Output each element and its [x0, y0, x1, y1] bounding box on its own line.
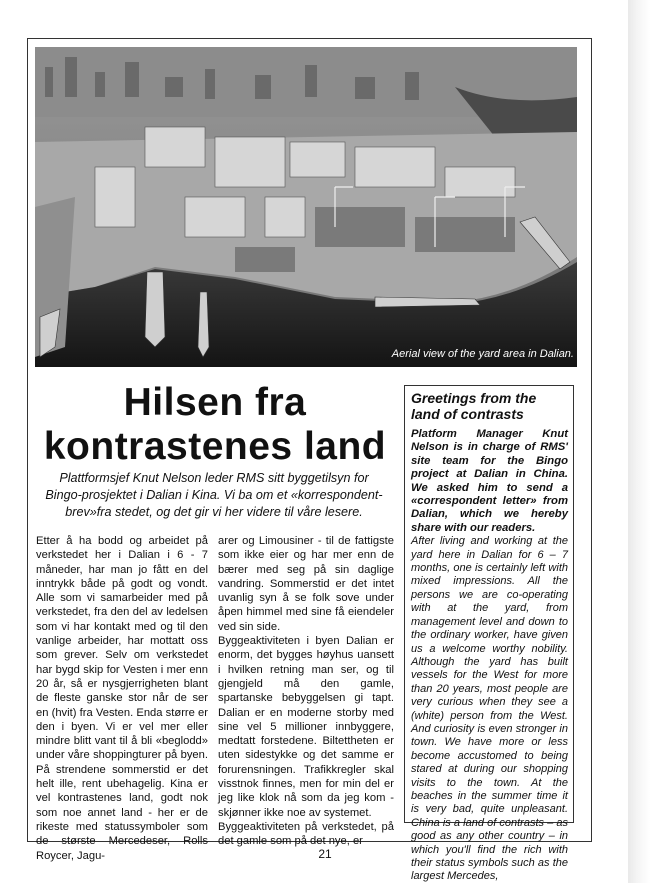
page-number: 21	[318, 847, 332, 861]
sidebar-body: After living and working at the yard here in Dalian for 6 – 7 months, one is certainly left with mixed impressions. All the persons we are co-operating with at the yard, from management level and down to the ordinary worker, have given us a welcome worthy nobility. Although the yard has built vessels for the West for more than 20 years, most people are very curious when they see a (white) person from the West. And curiosity is even stronger in town. We have more or less become accustomed to being stared at during our shopping visits to the town. At the beaches in the summer time it is very bad, quite unpleasant. China is a land of contrasts – as good as any other country – in which you'll find the rich with their status symbols such as the largest Mercedes,	[411, 535, 568, 883]
sidebar-intro: Platform Manager Knut Nelson is in charge of RMS' site team for the Bingo project at Dalian in China. We asked him to send a «correspondent letter» from Dalian, which we hereby share with our readers.	[411, 428, 568, 534]
article-headline	[34, 381, 396, 469]
aerial-photo	[35, 47, 577, 367]
body-column-2-para-3: Byggeaktiviteten på verkstedet, på det gamle som på det nye, er	[218, 820, 394, 848]
body-column-1: Etter å ha bodd og arbeidet på verkstedet her i Dalian i 6 - 7 måneder, har man jo fått en del inntrykk både på godt og vondt. Alle som vi samarbeider med på verkstedet, fra den del av ledelsen som vi har kontakt med og til den vanlige arbeider, har mottatt oss som grever. Selv om verkstedet har bygd skip for Vesten i mer enn 20 år, så er nysgjerrigheten blant de fleste ganske stor når de ser en (hvit) fra Vesten. Enda større er den i byen. Vi er vel mer eller mindre blitt vant til å bli «beglodd» under våre shoppingturer på byen. På strendene sommerstid er det helt ille, rent ubehagelig. Kina er vel kontrastenes land, godt nok som noe annet land - her er de rikeste med statussymboler som de største Mercedeser, Rolls Roycer, Jagu-	[36, 535, 208, 862]
headline-line-2: kontrastenes land	[43, 425, 387, 468]
english-summary-box	[404, 385, 574, 883]
headline-line-1: Hilsen fra	[123, 381, 307, 424]
body-column-2-para-2: Byggeaktiviteten i byen Dalian er enorm, det bygges høyhus uansett i hvilken retning man ser, og til gjengjeld må den gamle, spartanske bebyggelsen gi tapt. Dalian er en moderne storby med sine vel 5 millioner innbyggere, medtatt forstedene. Biltettheten er uten sidestykke og det samme er forurensningen. Trafikkregler skal visstnok finnes, men for min del er jeg like klok nå som da jeg kom - skjønner ikke noe av systemet.	[218, 635, 394, 819]
body-column-2-para-1: arer og Limousiner - til de fattigste som ikke eier og har mer enn de bærer med seg på sin daglige vandring. Sommerstid er det intet uvanlig syn å se folk sove under åpen himmel med sine få eiendeler ved sin side.	[218, 535, 394, 633]
body-column-2	[218, 534, 394, 849]
lead-paragraph: Plattformsjef Knut Nelson leder RMS sitt byggetilsyn for Bingo-prosjektet i Dalian i Kina. Vi ba om et «korrespondent-brev»fra stedet, og det gir vi her videre til våre lesere.	[45, 471, 383, 519]
page-edge-shadow	[628, 0, 650, 883]
sidebar-title: Greetings from the land of contrasts	[411, 390, 537, 422]
photo-caption: Aerial view of the yard area in Dalian.	[391, 348, 574, 360]
